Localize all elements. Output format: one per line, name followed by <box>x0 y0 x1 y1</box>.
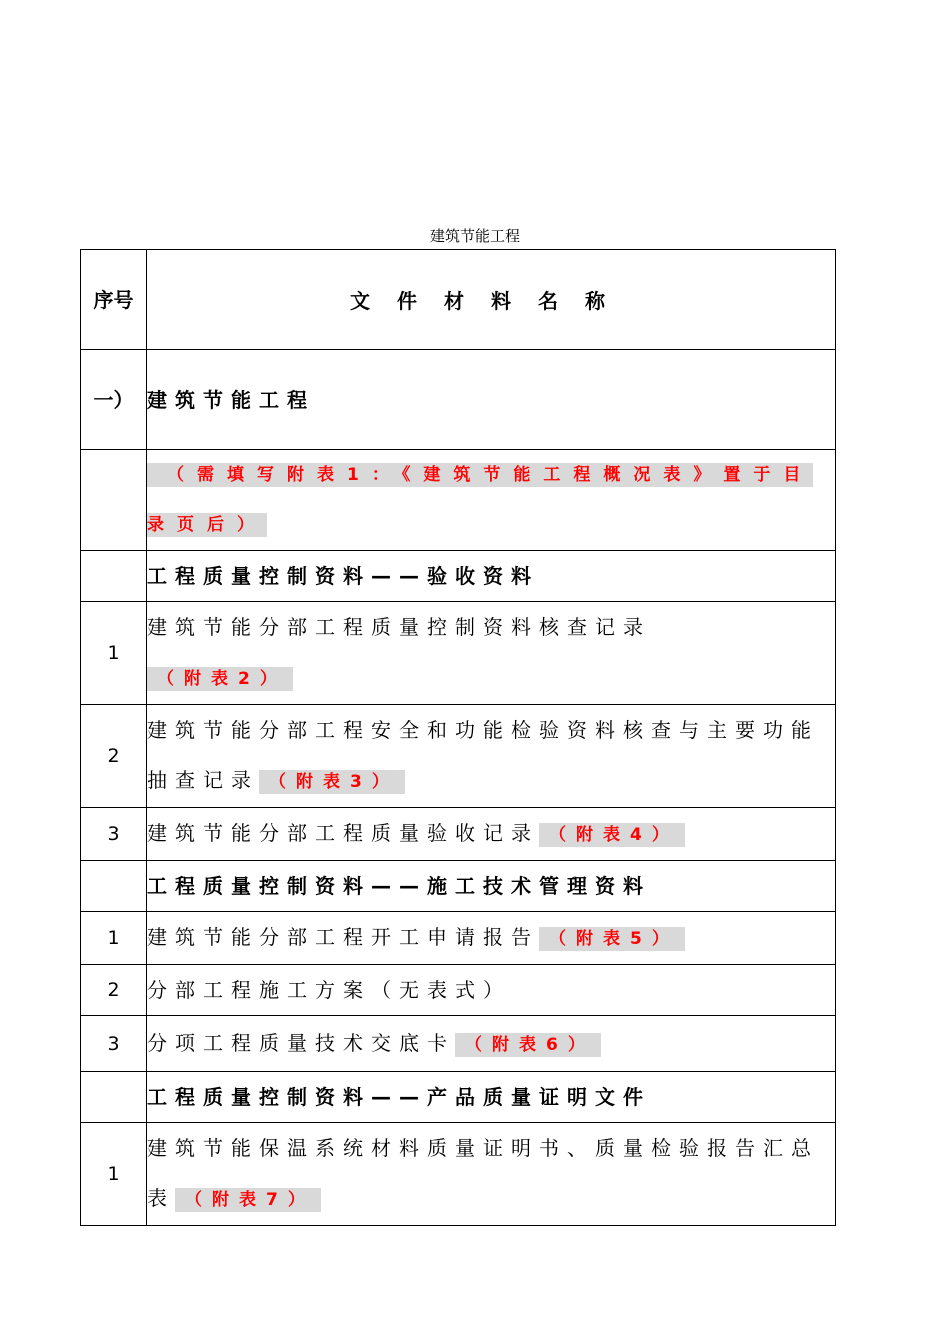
table-header-row <box>81 250 836 350</box>
row-content <box>147 1016 836 1072</box>
row-text: 建筑节能保温系统材料质量证明书、质量检验报告汇总表 <box>147 1136 819 1210</box>
group-title: 工程质量控制资料——产品质量证明文件 <box>147 1072 836 1123</box>
group-title: 工程质量控制资料——验收资料 <box>147 551 836 602</box>
section-seq: 一） <box>81 350 147 450</box>
page-header-title: 建筑节能工程 <box>429 227 520 245</box>
document-table <box>80 249 836 1226</box>
row-content <box>147 965 836 1016</box>
row-content <box>147 912 836 965</box>
row-note: （附表6） <box>455 1033 601 1057</box>
row-content <box>147 602 836 705</box>
table-row <box>81 602 836 705</box>
row-text: 分项工程质量技术交底卡 <box>147 1030 455 1055</box>
table-row <box>81 1123 836 1226</box>
table-row <box>81 965 836 1016</box>
row-seq: 1 <box>81 912 147 965</box>
row-note: （附表5） <box>539 927 685 951</box>
row-note: （附表4） <box>539 823 685 847</box>
row-seq: 2 <box>81 965 147 1016</box>
group-title-row <box>81 551 836 602</box>
table-row <box>81 808 836 861</box>
instruction-seq-empty <box>81 450 147 551</box>
row-text: 建筑节能分部工程质量验收记录 <box>147 821 539 845</box>
header-seq-cell: 序号 <box>81 250 147 350</box>
row-text: 建筑节能分部工程安全和功能检验资料核查与主要功能抽查记录 <box>147 718 819 792</box>
row-content <box>147 808 836 861</box>
row-note: （附表2） <box>147 667 293 691</box>
section-row <box>81 350 836 450</box>
header-name-cell: 文件材料名称 <box>147 250 836 350</box>
instruction-row <box>81 450 836 551</box>
row-text: 建筑节能分部工程质量控制资料核查记录 <box>147 615 651 639</box>
group-seq-empty <box>81 1072 147 1123</box>
instruction-note: （需填写附表1：《建筑节能工程概况表》置于目录页后） <box>147 465 814 535</box>
group-seq-empty <box>81 551 147 602</box>
row-seq: 3 <box>81 808 147 861</box>
row-text: 分部工程施工方案（无表式） <box>147 978 511 1002</box>
row-seq: 3 <box>81 1016 147 1072</box>
instruction-cell <box>147 450 836 551</box>
table-row <box>81 705 836 808</box>
row-note: （附表7） <box>175 1188 321 1212</box>
group-title-row <box>81 1072 836 1123</box>
group-title: 工程质量控制资料——施工技术管理资料 <box>147 861 836 912</box>
row-note: （附表3） <box>259 770 405 794</box>
row-seq: 2 <box>81 705 147 808</box>
row-content <box>147 1123 836 1226</box>
table-row <box>81 1016 836 1072</box>
group-seq-empty <box>81 861 147 912</box>
row-seq: 1 <box>81 1123 147 1226</box>
table-row <box>81 912 836 965</box>
section-title: 建筑节能工程 <box>147 350 836 450</box>
row-content <box>147 705 836 808</box>
group-title-row <box>81 861 836 912</box>
row-seq: 1 <box>81 602 147 705</box>
row-text: 建筑节能分部工程开工申请报告 <box>147 925 539 949</box>
